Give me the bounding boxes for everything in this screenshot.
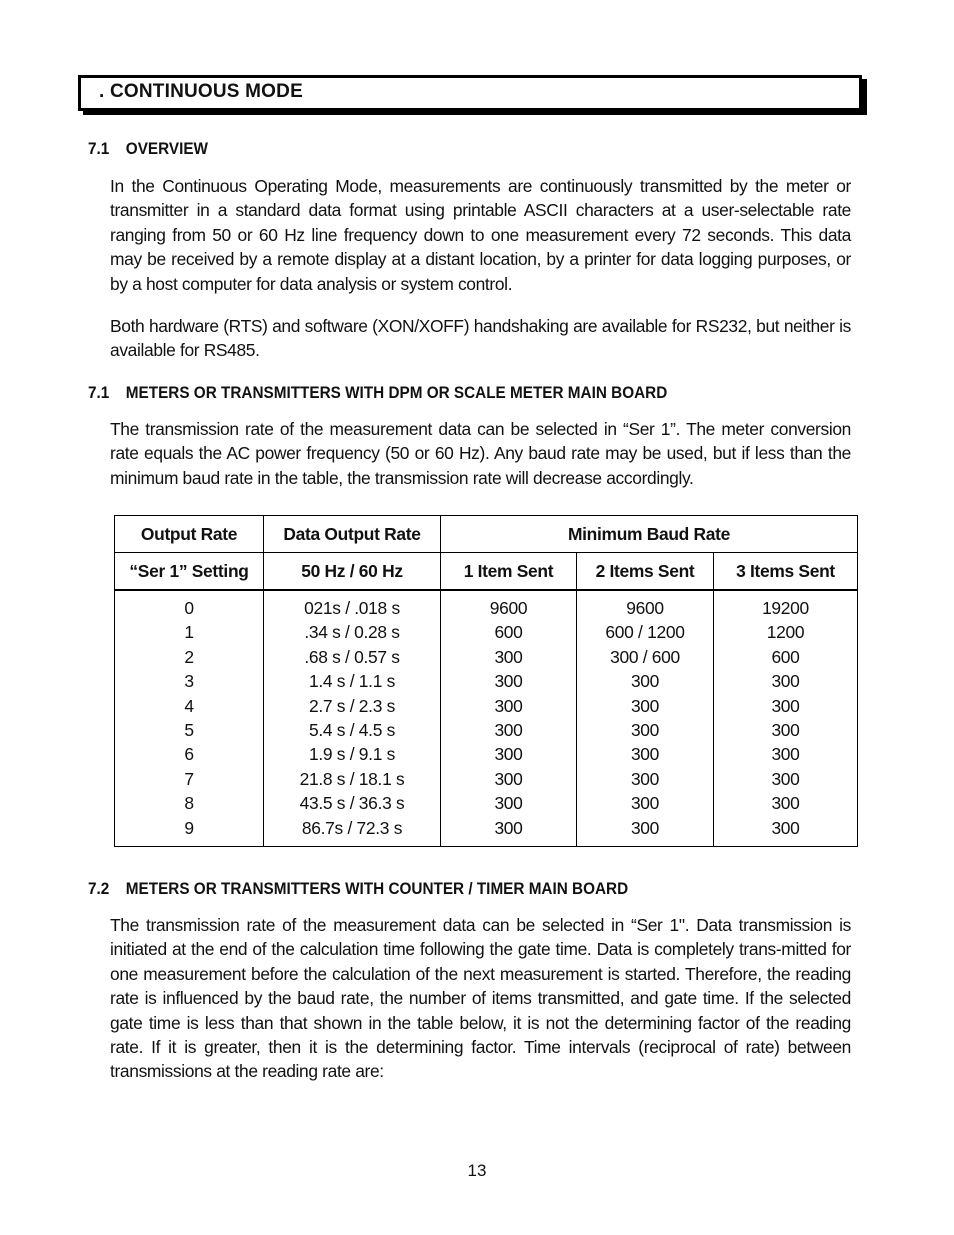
table-cell: 5.4 s / 4.5 s (264, 718, 441, 742)
table-cell: 19200 (714, 590, 858, 620)
table-cell: 600 (714, 645, 858, 669)
table-subheader-row (115, 553, 858, 591)
table-cell: 300 (577, 791, 714, 815)
overview-paragraph-1: In the Continuous Operating Mode, measurements are continuously transmitted by the meter or transmitter in a standard data format using printable ASCII characters at a user-selectable rate ranging from 50 or 60 Hz line frequency down to one measurement every 72 seconds. This data may be received by a remote display at a distant location, by a printer for data logging purposes, or by a host computer for data analysis or system control. (110, 176, 851, 294)
table-cell: 300 (714, 816, 858, 847)
table-cell: 9600 (441, 590, 577, 620)
section-heading-overview (88, 139, 208, 159)
table-cell: 21.8 s / 18.1 s (264, 767, 441, 791)
table-cell: 300 (577, 767, 714, 791)
header-1-item-sent: 1 Item Sent (441, 553, 577, 591)
table-cell: 300 (577, 816, 714, 847)
table-cell: 3 (115, 669, 264, 693)
table-cell: 300 (441, 645, 577, 669)
table-cell: 300 (577, 742, 714, 766)
table-row (115, 669, 858, 693)
page-number: 13 (467, 1161, 487, 1180)
table-cell: 300 / 600 (577, 645, 714, 669)
table-cell: 300 (577, 669, 714, 693)
section-title: OVERVIEW (125, 139, 208, 158)
table-row (115, 742, 858, 766)
table-cell: 300 (714, 694, 858, 718)
output-rate-table (114, 515, 858, 847)
table-cell: 7 (115, 767, 264, 791)
table-row (115, 645, 858, 669)
table-cell: 5 (115, 718, 264, 742)
table-cell: 8 (115, 791, 264, 815)
chapter-title: . CONTINUOUS MODE (99, 81, 303, 102)
table-row (115, 694, 858, 718)
section-title: METERS OR TRANSMITTERS WITH COUNTER / TIMER MAIN BOARD (125, 879, 629, 898)
table-cell: 300 (441, 669, 577, 693)
table-row (115, 718, 858, 742)
table-row (115, 590, 858, 620)
section-number: 7.1 (88, 139, 110, 158)
table-row (115, 767, 858, 791)
table-cell: 300 (577, 694, 714, 718)
table-cell: 300 (441, 742, 577, 766)
table-cell: 86.7s / 72.3 s (264, 816, 441, 847)
section-number: 7.1 (88, 383, 110, 402)
overview-paragraph-2: Both hardware (RTS) and software (XON/XOFF) handshaking are available for RS232, but neither is available for RS485. (110, 316, 851, 361)
table-cell: 300 (441, 694, 577, 718)
table-cell: 300 (441, 767, 577, 791)
table-cell: 1200 (714, 620, 858, 644)
table-cell: 1.4 s / 1.1 s (264, 669, 441, 693)
table-cell: 2 (115, 645, 264, 669)
table-cell: .68 s / 0.57 s (264, 645, 441, 669)
table-cell: .34 s / 0.28 s (264, 620, 441, 644)
table-cell: 300 (441, 816, 577, 847)
section-title: METERS OR TRANSMITTERS WITH DPM OR SCALE METER MAIN BOARD (125, 383, 668, 402)
header-data-output-rate: Data Output Rate (264, 516, 441, 553)
header-ser1-setting: “Ser 1” Setting (115, 553, 264, 591)
table-cell: 300 (441, 718, 577, 742)
section-heading-dpm (88, 383, 667, 403)
table-cell: 0 (115, 590, 264, 620)
table-cell: 1.9 s / 9.1 s (264, 742, 441, 766)
table-header-row (115, 516, 858, 553)
table-cell: 6 (115, 742, 264, 766)
table-cell: 43.5 s / 36.3 s (264, 791, 441, 815)
table-cell: 2.7 s / 2.3 s (264, 694, 441, 718)
table-cell: 300 (714, 767, 858, 791)
table-cell: 1 (115, 620, 264, 644)
table-cell: 600 / 1200 (577, 620, 714, 644)
header-50-60-hz: 50 Hz / 60 Hz (264, 553, 441, 591)
table-cell: 300 (714, 718, 858, 742)
table-cell: 300 (577, 718, 714, 742)
header-2-items-sent: 2 Items Sent (577, 553, 714, 591)
table-row (115, 620, 858, 644)
table-cell: 9 (115, 816, 264, 847)
table-cell: 300 (714, 742, 858, 766)
header-3-items-sent: 3 Items Sent (714, 553, 858, 591)
section-heading-counter-timer (88, 879, 628, 899)
table-cell: 600 (441, 620, 577, 644)
dpm-paragraph: The transmission rate of the measurement data can be selected in “Ser 1”. The meter conversion rate equals the AC power frequency (50 or 60 Hz). Any baud rate may be used, but if less than the minimum baud rate in the table, the transmission rate will decrease accordingly. (110, 419, 851, 488)
header-minimum-baud-rate: Minimum Baud Rate (441, 516, 858, 553)
table-body (115, 590, 858, 847)
table-cell: 9600 (577, 590, 714, 620)
counter-timer-paragraph: The transmission rate of the measurement data can be selected in “Ser 1". Data transmission is initiated at the end of the calculation time following the gate time. Data is completely trans-mitted for one measurement before the calculation of the next measurement is started. Therefore, the reading rate is influenced by the baud rate, the number of items transmitted, and gate time. If the selected gate time is less than that shown in the table below, it is not the determining factor of the reading rate. If it is greater, then it is the determining factor. Time intervals (reciprocal of rate) between transmissions at the reading rate are: (110, 915, 851, 1082)
section-number: 7.2 (88, 879, 110, 898)
header-output-rate: Output Rate (115, 516, 264, 553)
table-cell: 300 (441, 791, 577, 815)
table-row (115, 816, 858, 847)
table-cell: 300 (714, 669, 858, 693)
table-cell: 4 (115, 694, 264, 718)
table-cell: 300 (714, 791, 858, 815)
chapter-title-box (78, 75, 862, 111)
table-cell: 021s / .018 s (264, 590, 441, 620)
table-row (115, 791, 858, 815)
